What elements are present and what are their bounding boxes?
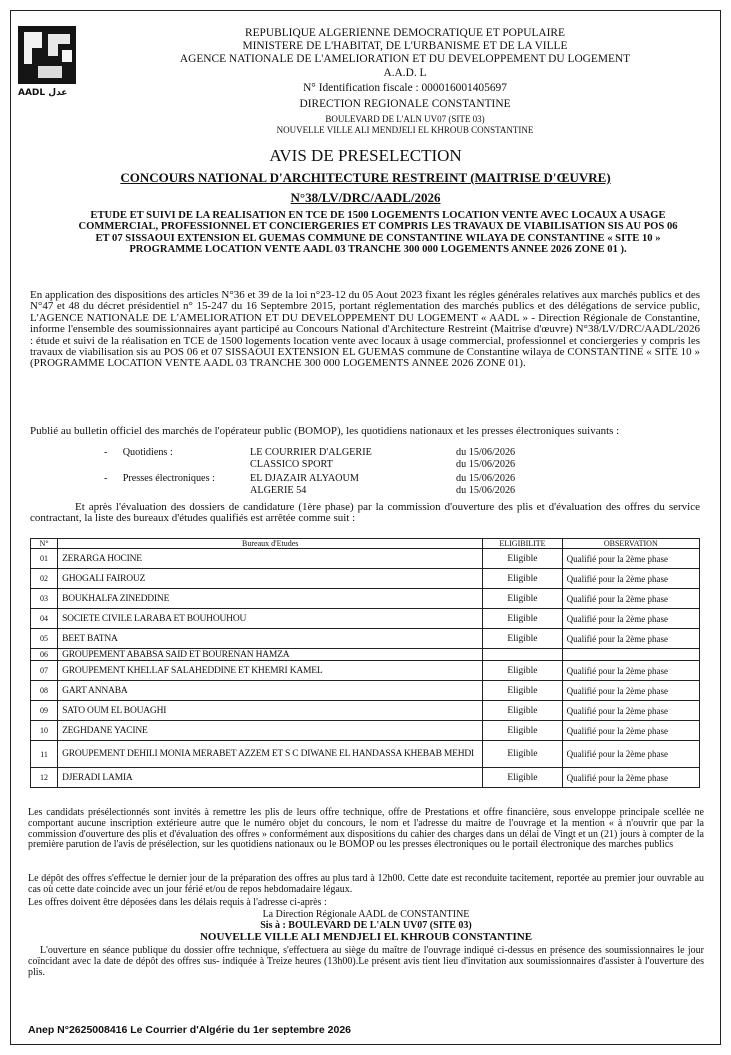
col-number: N°: [31, 539, 58, 549]
daily-2-date: du 15/06/2026: [456, 459, 516, 470]
row-observation: Qualifié pour la 2ème phase: [562, 549, 699, 569]
row-eligibility: Eligible: [483, 569, 562, 589]
table-row: [31, 681, 700, 701]
header-acronym: A.A.D. L: [383, 67, 427, 79]
anep-reference: Anep N°2625008416 Le Courrier d'Algérie du 1er septembre 2026: [28, 1024, 352, 1036]
row-observation: Qualifié pour la 2ème phase: [562, 609, 699, 629]
row-eligibility: Eligible: [483, 589, 562, 609]
row-eligibility: Eligible: [483, 609, 562, 629]
row-eligibility: Eligible: [483, 701, 562, 721]
row-office: BEET BATNA: [58, 629, 483, 649]
table-row: [31, 701, 700, 721]
header-republic: REPUBLIQUE ALGERIENNE DEMOCRATIQUE ET POPULAIRE: [245, 27, 565, 39]
table-row: [31, 629, 700, 649]
e-press-label: - Presses électroniques :: [104, 473, 215, 484]
table-row: [31, 609, 700, 629]
row-number: 08: [31, 681, 58, 701]
row-observation: Qualifié pour la 2ème phase: [562, 768, 699, 788]
row-observation: Qualifié pour la 2ème phase: [562, 701, 699, 721]
header-ministry: MINISTERE DE L'HABITAT, DE L'URBANISME ET DE LA VILLE: [242, 40, 568, 52]
aadl-logo: [18, 26, 76, 84]
row-number: 05: [31, 629, 58, 649]
project-object: ETUDE ET SUIVI DE LA REALISATION EN TCE DE 1500 LOGEMENTS LOCATION VENTE AVEC LOCAUX A USAGE COMMERCIAL, PROFESSIONNEL ET CONCIERGERIES ET COMPRIS LES TRAVAUX DE VIABILISATION SIS AU POS 06 ET 07 SISSAOUI EXTENSION EL GUEMAS COMMUNE DE CONSTANTINE WILAYA DE CONSTANTINE « SITE 10 » PROGRAMME LOCATION VENTE AADL 03 TRANCHE 300 000 LOGEMENTS ANNEE 2026 ZONE 01 ).: [78, 210, 678, 256]
row-eligibility: Eligible: [483, 681, 562, 701]
e-press-1-date: du 15/06/2026: [456, 473, 516, 484]
daily-2: CLASSICO SPORT: [250, 459, 333, 470]
notice-title: AVIS DE PRESELECTION: [269, 146, 462, 165]
row-office: SATO OUM EL BOUAGHI: [58, 701, 483, 721]
row-office: ZERARGA HOCINE: [58, 549, 483, 569]
daily-1-date: du 15/06/2026: [456, 447, 516, 458]
row-number: 02: [31, 569, 58, 589]
row-eligibility: Eligible: [483, 721, 562, 741]
row-office: GROUPEMENT DEHILI MONIA MERABET AZZEM ET S C DIWANE EL HANDASSA KHEBAB MEHDI: [58, 741, 483, 768]
table-row: [31, 741, 700, 768]
table-row: [31, 649, 700, 661]
opening-paragraph: L'ouverture en séance publique du dossier offre technique, s'effectuera au siège du maître de l'ouvrage indiqué ci-dessus en présence des soumissionnaires le jour coïncidant avec la date de dépôt des offres sus- indiquée à Treize heures (13h00).Le présent avis tient lieu d'invitation aux soumissionnaires d'assister à l'ouverture des plis.: [28, 945, 704, 978]
row-office: GHOGALI FAIROUZ: [58, 569, 483, 589]
evaluation-paragraph: Et après l'évaluation des dossiers de candidature (1ère phase) par la commission d'ouverture des plis et d'évaluation des offres du service contractant, la liste des bureaux d'études qualifiés est arrêtée comme suit :: [30, 501, 700, 525]
header-address-2: NOUVELLE VILLE ALI MENDJELI EL KHROUB CONSTANTINE: [276, 125, 534, 135]
table-row: [31, 768, 700, 788]
row-office: SOCIETE CIVILE LARABA ET BOUHOUHOU: [58, 609, 483, 629]
row-number: 11: [31, 741, 58, 768]
header-fiscal-id: N° Identification fiscale : 000016001405697: [303, 82, 507, 94]
deposit-paragraph: Le dépôt des offres s'effectue le dernier jour de la préparation des offres au plus tard à 12h00. Cette date est reconduite tacitement, reportée au premier jour ouvrable au cas où cette date coincide avec un jour férié et/ou de repos hebdomadaire légaux.: [28, 873, 704, 895]
row-office: GART ANNABA: [58, 681, 483, 701]
e-press-1: EL DJAZAIR ALYAOUM: [250, 473, 359, 484]
e-press-2: ALGERIE 54: [250, 485, 307, 496]
row-number: 07: [31, 661, 58, 681]
table-header-row: [31, 539, 700, 549]
row-office: GROUPEMENT KHELLAF SALAHEDDINE ET KHEMRI KAMEL: [58, 661, 483, 681]
contest-reference: N°38/LV/DRC/AADL/2026: [290, 190, 441, 205]
row-eligibility: Eligible: [483, 661, 562, 681]
row-observation: Qualifié pour la 2ème phase: [562, 741, 699, 768]
row-observation: [562, 649, 699, 661]
row-observation: Qualifié pour la 2ème phase: [562, 629, 699, 649]
header-direction: DIRECTION REGIONALE CONSTANTINE: [299, 98, 511, 110]
row-number: 03: [31, 589, 58, 609]
row-eligibility: Eligible: [483, 768, 562, 788]
col-observation: OBSERVATION: [562, 539, 699, 549]
row-observation: Qualifié pour la 2ème phase: [562, 721, 699, 741]
row-number: 06: [31, 649, 58, 661]
deposit-address-3: NOUVELLE VILLE ALI MENDJELI EL KHROUB CONSTANTINE: [199, 931, 533, 943]
deposit-address-1: La Direction Régionale AADL de CONSTANTINE: [262, 909, 470, 920]
deposit-address-2: Sis à : BOULEVARD DE L'ALN UV07 (SITE 03): [260, 920, 472, 931]
daily-1: LE COURRIER D'ALGERIE: [250, 447, 372, 458]
col-eligibility: ELIGIBILITE: [483, 539, 562, 549]
table-row: [31, 569, 700, 589]
row-office: GROUPEMENT ABABSA SAID ET BOURENAN HAMZA: [58, 649, 483, 661]
table-row: [31, 589, 700, 609]
row-number: 09: [31, 701, 58, 721]
publication-paragraph: Publié au bulletin officiel des marchés de l'opérateur public (BOMOP), les quotidiens nationaux et les presses électroniques suivants :: [30, 425, 620, 437]
header-agency: AGENCE NATIONALE DE L'AMELIORATION ET DU DEVELOPPEMENT DU LOGEMENT: [179, 53, 631, 65]
intro-paragraph: En application des dispositions des articles N°36 et 39 de la loi n°23-12 du 05 Aout 2023 fixant les régles générales relatives aux marchés publics et des N°47 et 48 du décret présidentiel n° 15-247 du 16 Septembre 2015, portant réglementation des marchés publics et des délégations de service public, L'AGENCE NATIONALE DE L'AMELIORATION ET DU DEVELOPPEMENT DU LOGEMENT « AADL » - Direction Régionale de Constantine, informe l'ensemble des soumissionnaires ayant participé au Concours National d'Architecture Restreint (Maitrise d'œuvre) N°38/LV/DRC/AADL/2026 : étude et suivi de la réalisation en TCE de 1500 logements location vente avec locaux à usage commercial, professionnel et conciergeries y compris les travaux de viabilisation sis au POS 06 et 07 SISSAOUI EXTENSION EL GUEMAS commune de Constantine wilaya de CONSTANTINE « SITE 10 » (PROGRAMME LOCATION VENTE AADL 03 TRANCHE 300 000 LOGEMENTS ANNEE 2026 ZONE 01).: [30, 289, 700, 370]
row-eligibility: Eligible: [483, 629, 562, 649]
row-eligibility: Eligible: [483, 741, 562, 768]
row-observation: Qualifié pour la 2ème phase: [562, 661, 699, 681]
dailies-label: - Quotidiens :: [104, 447, 173, 458]
address-intro: Les offres doivent être déposées dans les délais requis à l'adresse ci-après :: [28, 897, 327, 908]
row-observation: Qualifié pour la 2ème phase: [562, 589, 699, 609]
row-office: BOUKHALFA ZINEDDINE: [58, 589, 483, 609]
qualified-offices-table: [30, 538, 700, 788]
instructions-paragraph: Les candidats présélectionnés sont invités à remettre les plis de leurs offre technique, offre de Prestations et offre financière, sous enveloppe principale scellée ne comportant aucune inscription extérieure autre que le numéro objet du concours, le nom et l'adresse du maitre de l'ouvrage et la mention « à n'ouvrir que par la commission d'ouverture des plis et d'évaluation des offres » conformément aux dispositions du cahier des charges dans un délai de Vingt et un (21) jours à compter de la première parution de l'avis de présélection, sur les quotidiens nationaux ou le BOMOP ou les presses électroniques ou le portail électronique des marches publics: [28, 807, 704, 851]
row-number: 04: [31, 609, 58, 629]
contest-subtitle: CONCOURS NATIONAL D'ARCHITECTURE RESTREINT (MAITRISE D'ŒUVRE): [120, 170, 611, 185]
col-office: Bureaux d'Etudes: [58, 539, 483, 549]
logo-caption: AADL عدل: [18, 88, 68, 98]
row-number: 01: [31, 549, 58, 569]
row-observation: Qualifié pour la 2ème phase: [562, 569, 699, 589]
table-row: [31, 549, 700, 569]
row-number: 10: [31, 721, 58, 741]
row-office: DJERADI LAMIA: [58, 768, 483, 788]
table-row: [31, 721, 700, 741]
table-row: [31, 661, 700, 681]
row-eligibility: Eligible: [483, 549, 562, 569]
header-address-1: BOULEVARD DE L'ALN UV07 (SITE 03): [325, 114, 485, 124]
row-observation: Qualifié pour la 2ème phase: [562, 681, 699, 701]
row-office: ZEGHDANE YACINE: [58, 721, 483, 741]
e-press-2-date: du 15/06/2026: [456, 485, 516, 496]
row-eligibility: [483, 649, 562, 661]
row-number: 12: [31, 768, 58, 788]
